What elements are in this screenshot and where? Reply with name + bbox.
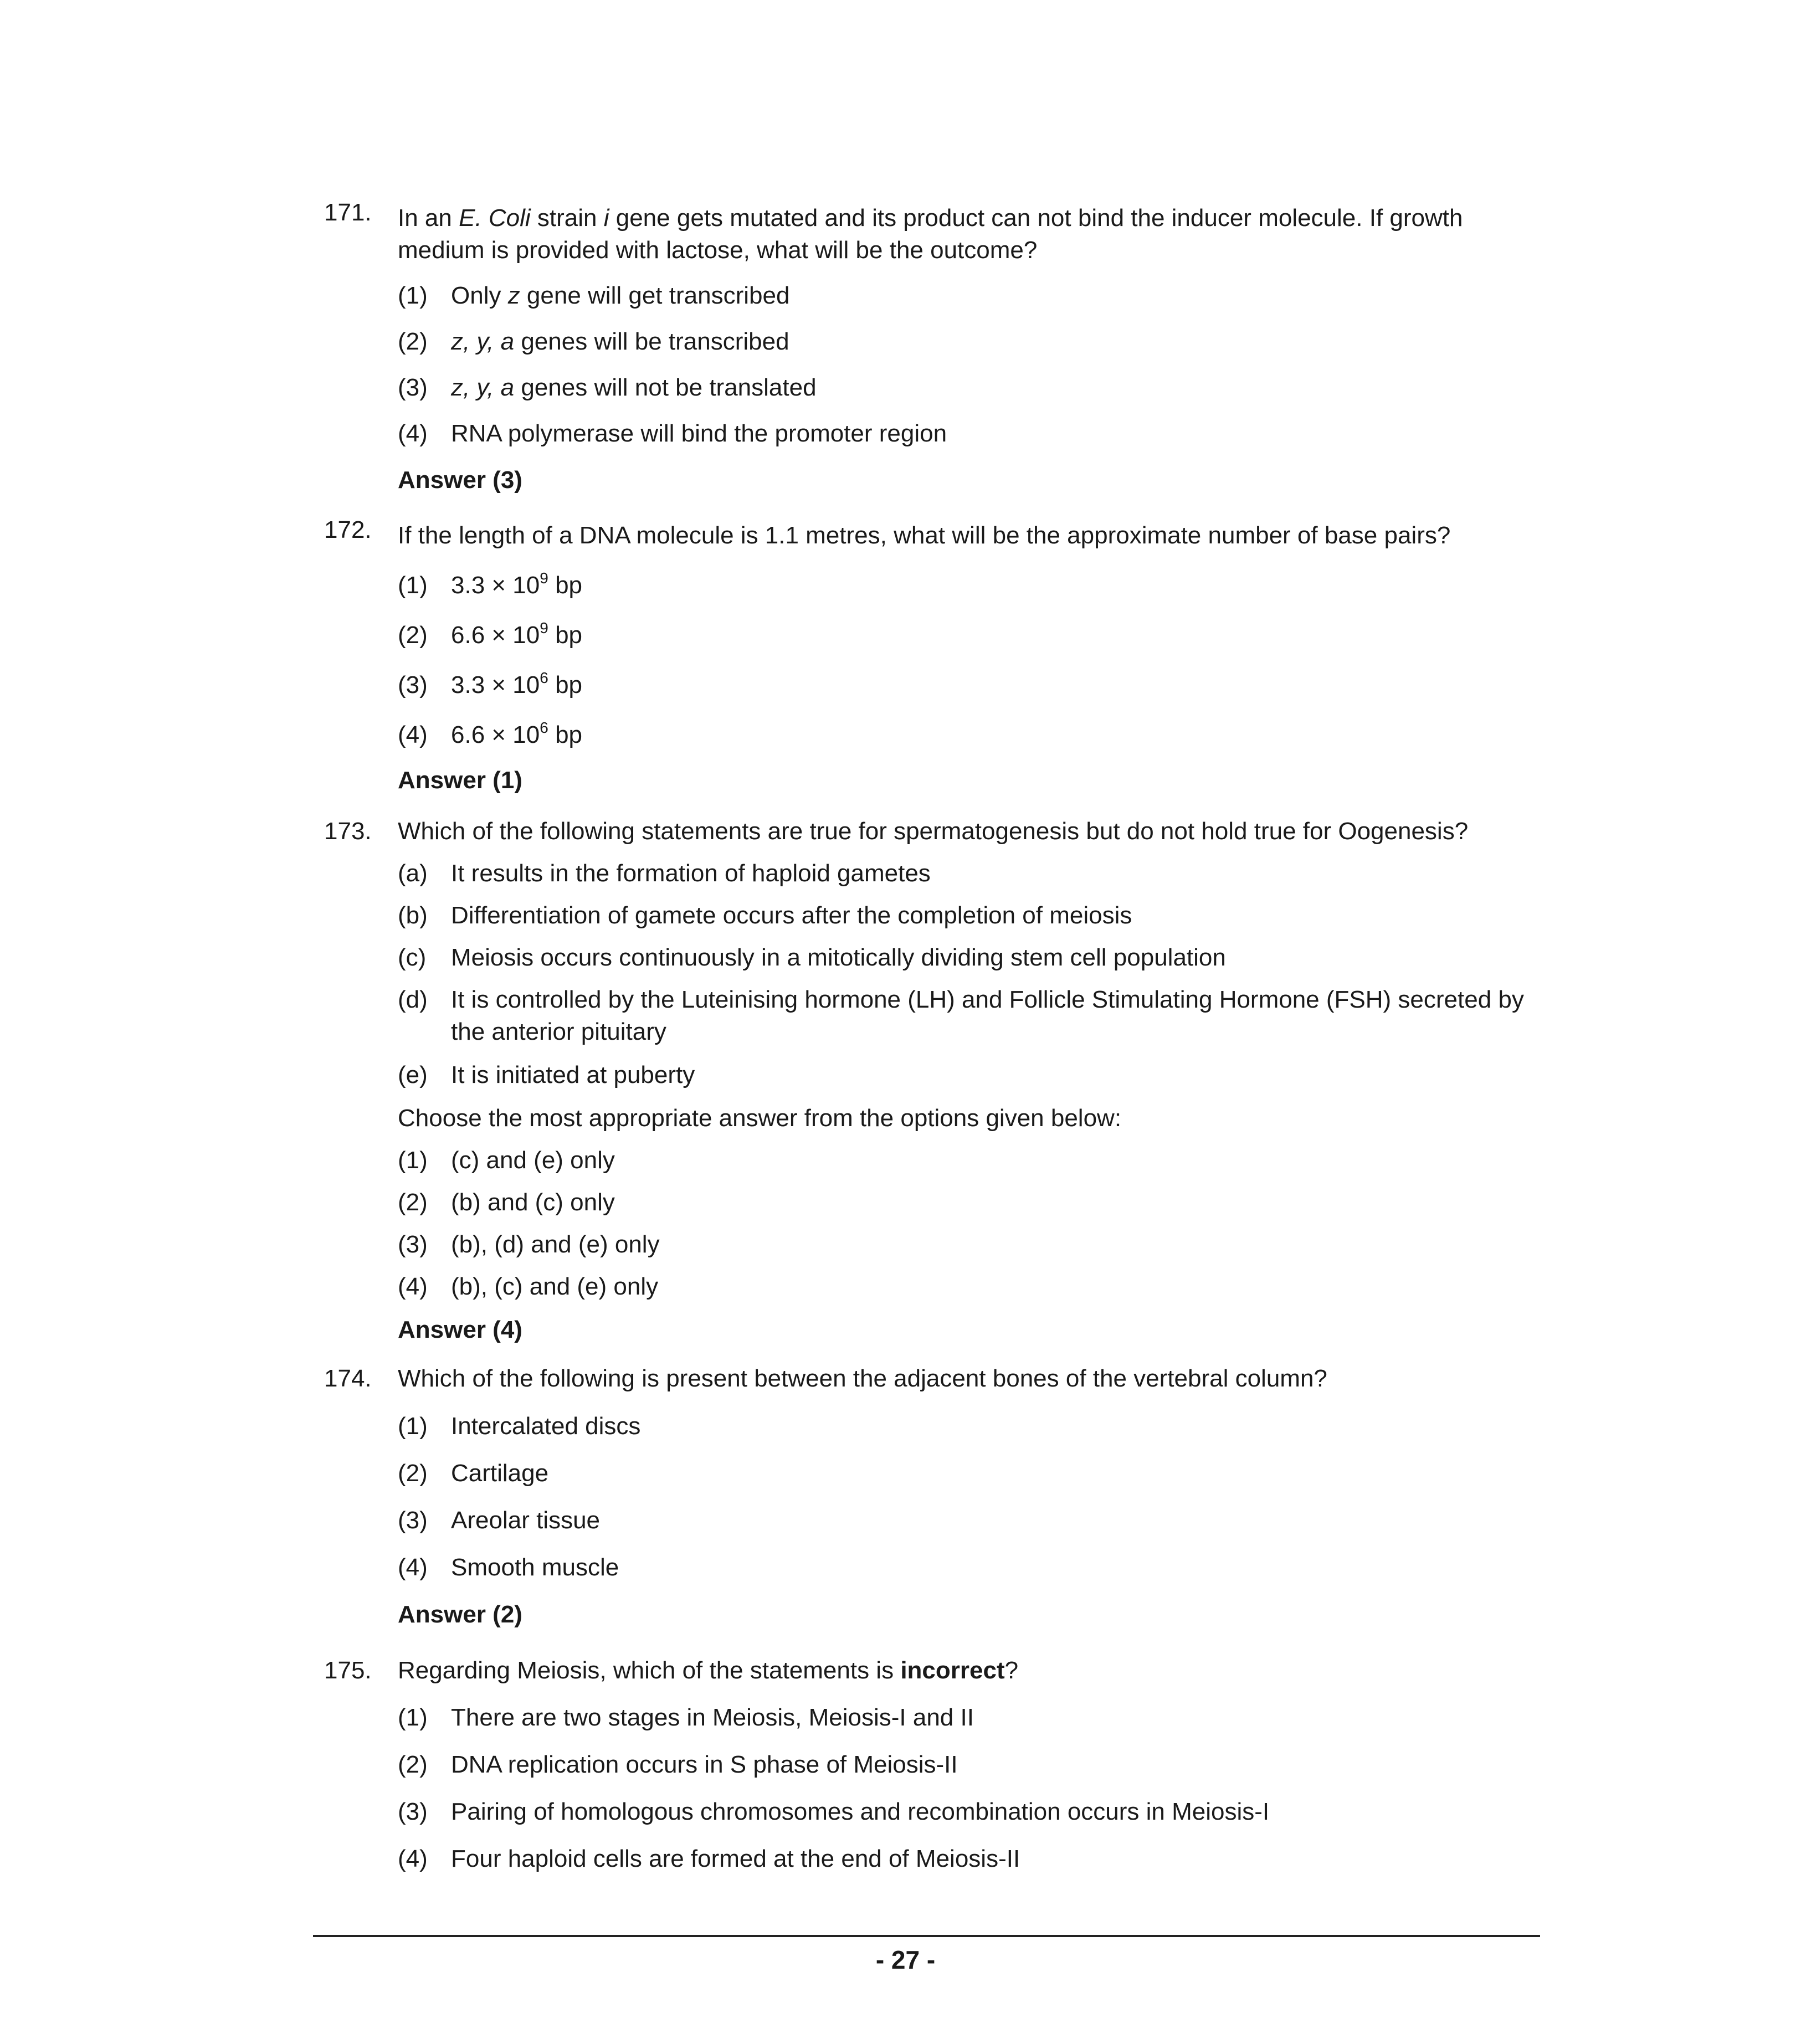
question-stem: If the length of a DNA molecule is 1.1 metres, what will be the approximate number of base pairs? — [398, 522, 1451, 549]
exam-page: 171. In an E. Coli strain i gene gets mutated and its product can not bind the inducer molecule. If growth medium is provided with lactose, what will be the outcome? (1) Only z gene will get transcribed (2) z, y, a genes will be transcribed (3) z, y, a genes will not be translated (4) RNA polymerase will bind the promoter region Answer (3) 172. If the length of a DNA molecule is 1.1 metres, what will be the approximate number of base pairs? (1) $3.3 \times 10^9$ bp (2) $6.6 \times 10^9$ bp (3) $3.3 \times 10^6$ bp (4) $6.6 \times 10^6$ bp Answer (1) 173. Which of the following statements are true for spermatogenesis but do not hold true for Oogenesis? (a) It results in the formation of haploid gametes (b) Differentiation of gamete occurs after the completion of meiosis (c) Meiosis occurs continuously in a mitotically dividing stem cell population (d) It is controlled by the Luteinising hormone (LH) and Follicle Stimulating Hormone (FSH) secreted by the anterior pituitary (e) It is initiated at puberty Choose the most appropriate answer from the options given below: (1) (c) and (e) only (2) (b) and (c) only (3) (b), (d) and (e) only (4) (b), (c) and (e) only Answer (4) 174. Which of the following is present between the adjacent bones of the vertebral column? (1) Intercalated discs (2) Cartilage (3) Areolar tissue (4) Smooth muscle Answer (2) 175. Regarding Meiosis, which of the statements is incorrect? (1) There are two stages in Meiosis, Meiosis-I and II (2) DNA replication occurs in S phase of Meiosis-II (3) Pairing of homologous chromosomes and recombination occurs in Meiosis-I (4) Four haploid cells are formed at the end of Meiosis-II - 27 - — [0, 0, 1811, 2044]
question-number: 175. — [324, 1657, 372, 1684]
answer-label: Answer (2) — [398, 1601, 522, 1628]
question-number: 171. — [324, 199, 372, 226]
footer-divider — [313, 1935, 1540, 1937]
question-number: 173. — [324, 818, 372, 845]
question-stem: Which of the following statements are true for spermatogenesis but do not hold true for Oogenesis? — [398, 818, 1469, 845]
question-number: 174. — [324, 1365, 372, 1392]
question-stem: Which of the following is present between the adjacent bones of the vertebral column? — [398, 1365, 1327, 1392]
instruction-text: Choose the most appropriate answer from the options given below: — [398, 1105, 1122, 1132]
answer-label: Answer (1) — [398, 767, 522, 794]
question-stem: Regarding Meiosis, which of the statements is incorrect? — [398, 1657, 1019, 1684]
answer-label: Answer (4) — [398, 1316, 522, 1343]
answer-label: Answer (3) — [398, 466, 522, 494]
question-stem: In an E. Coli strain i gene gets mutated and its product can not bind the inducer molecule. If growth medium is provided with lactose, what will be the outcome? — [398, 204, 1463, 264]
page-number: - 27 - — [875, 1945, 936, 1974]
question-number: 172. — [324, 516, 372, 543]
